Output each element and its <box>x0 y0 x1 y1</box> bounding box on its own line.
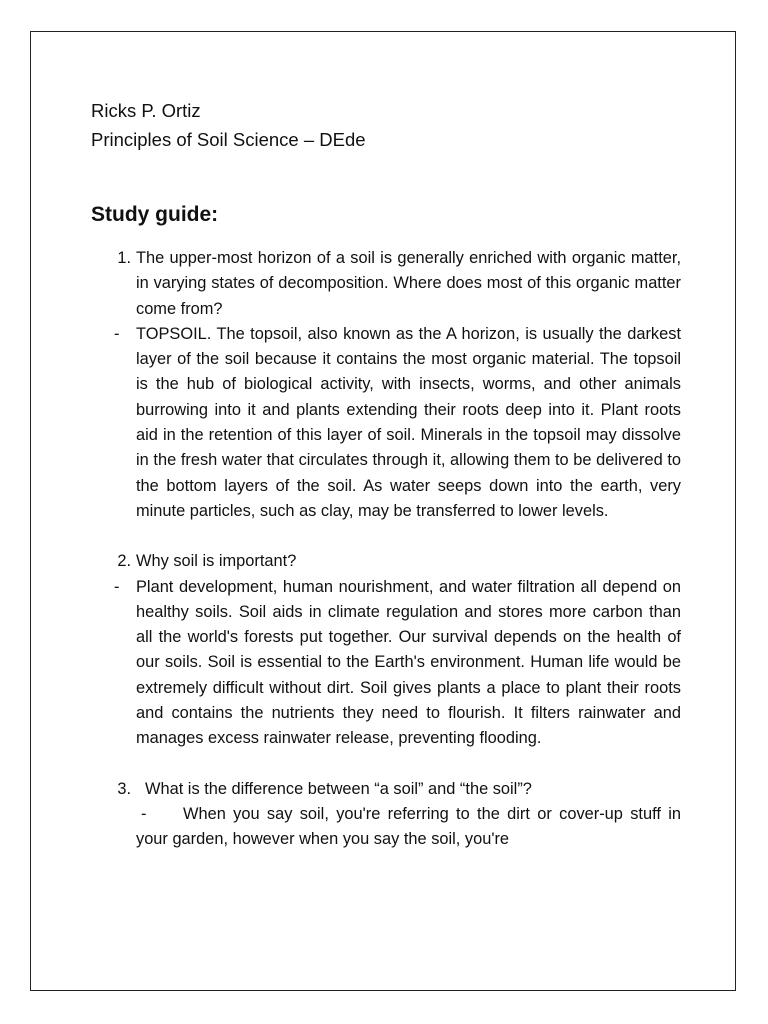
question-number-1: 1. <box>117 249 131 267</box>
question-item-3 <box>91 777 681 853</box>
question-text-2: Why soil is important? <box>136 552 297 571</box>
question-item-2 <box>91 549 681 751</box>
question-text-3: What is the difference between “a soil” and “the soil”? <box>145 779 532 798</box>
document-content <box>91 96 681 853</box>
question-row-3 <box>91 777 681 802</box>
page-title: Study guide: <box>91 203 219 226</box>
question-number-3: 3. <box>117 779 131 798</box>
course-name: Principles of Soil Science – DEde <box>91 129 366 150</box>
question-text-1: The upper-most horizon of a soil is generally enriched with organic matter, in varying states of decomposition. Where does most of this organic matter come from? <box>136 249 681 318</box>
answer-row-2 <box>91 575 681 752</box>
answer-text-1: TOPSOIL. The topsoil, also known as the A horizon, is usually the darkest layer of the soil because it contains the most organic material. The topsoil is the hub of biological activity, with insects, worms, and other animals burrowing into it and plants extending their roots deep into it. Plant roots aid in the retention of this layer of soil. Minerals in the topsoil may dissolve in the fresh water that circulates through it, allowing them to be delivered to the bottom layers of the soil. As water seeps down into the earth, very minute particles, such as clay, may be transferred to lower levels. <box>136 324 681 520</box>
question-row-1 <box>91 246 681 322</box>
author-name: Ricks P. Ortiz <box>91 100 201 121</box>
answer-row-1 <box>91 322 681 524</box>
document-page <box>30 31 736 991</box>
question-row-2 <box>91 549 681 574</box>
answer-marker-3: - <box>141 804 147 823</box>
question-number-2: 2. <box>117 552 131 571</box>
answer-text-3: When you say soil, you're referring to the dirt or cover-up stuff in your garden, however when you say the soil, you're <box>136 804 681 849</box>
question-item-1 <box>91 246 681 524</box>
answer-marker-2: - <box>114 577 120 596</box>
answer-row-3 <box>91 802 681 853</box>
answer-marker-1: - <box>114 324 120 343</box>
answer-text-2: Plant development, human nourishment, and water filtration all depend on healthy soils. Soil aids in climate regulation and stores more carbon than all the world's forests put together. Our survival depends on the health of our soils. Soil is essential to the Earth's environment. Human life would be extremely difficult without dirt. Soil gives plants a place to plant their roots and contains the nutrients they need to flourish. It filters rainwater and manages excess rainwater release, preventing flooding. <box>136 577 681 748</box>
